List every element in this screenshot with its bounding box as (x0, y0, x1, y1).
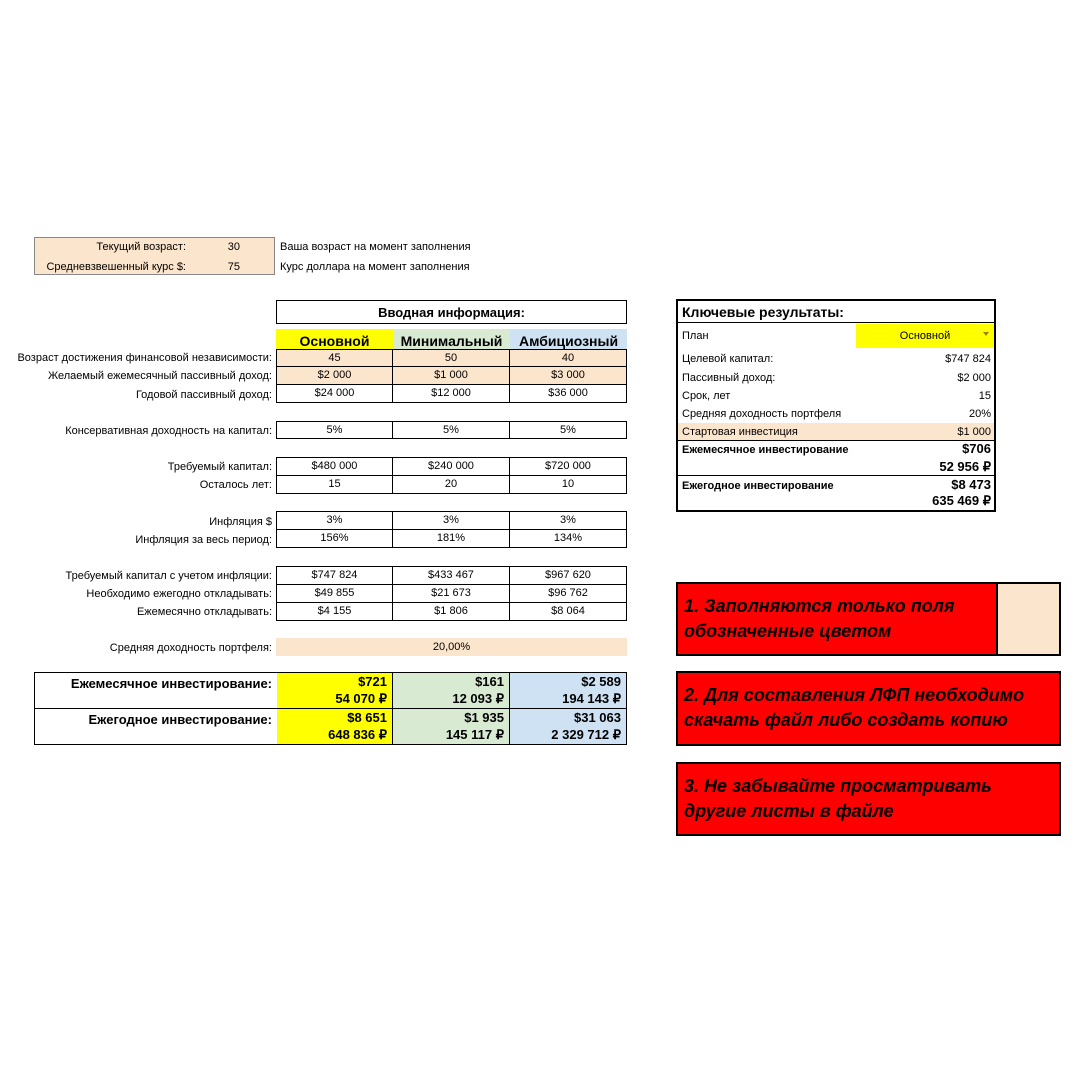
monthly-usd-main: $721 (358, 674, 387, 689)
note-1-text: 1. Заполняются только поля обозначенные цветом (684, 596, 955, 641)
row-label-required-capital: Требуемый капитал: (167, 461, 272, 473)
cell-years-left-main: 15 (276, 475, 393, 494)
cell-fi-age-min[interactable]: 50 (392, 349, 510, 367)
cell-required-capital-min: $240 000 (392, 457, 510, 476)
cell-inflation-min[interactable]: 3% (392, 511, 510, 530)
cell-yearly-passive-main: $24 000 (276, 384, 393, 403)
row-label-yearly-passive: Годовой пассивный доход: (135, 389, 272, 401)
kr-monthly-label: Ежемесячное инвестирование (682, 444, 849, 456)
age-label: Текущий возраст: (96, 241, 186, 253)
note-2-text: 2. Для составления ЛФП необходимо скачать файл либо создать копию (684, 685, 1025, 730)
column-header-main: Основной (276, 329, 393, 349)
plan-select-value: Основной (899, 329, 951, 342)
cell-conservative-amb[interactable]: 5% (509, 421, 627, 439)
kr-value-target-capital: $747 824 (945, 353, 991, 365)
cell-monthly-save-min: $1 806 (392, 602, 510, 621)
cell-fi-age-main[interactable]: 45 (276, 349, 393, 367)
yearly-rub-main: 648 836 ₽ (328, 727, 387, 742)
avg-return-label: Средняя доходность портфеля: (109, 642, 272, 654)
kr-label-start-investment: Стартовая инвестиция (682, 426, 798, 438)
cell-capital-inflation-main: $747 824 (276, 566, 393, 585)
kr-value-term: 15 (978, 390, 991, 402)
cell-yearly-passive-amb: $36 000 (509, 384, 627, 403)
yearly-rub-min: 145 117 ₽ (445, 727, 504, 742)
cell-conservative-main[interactable]: 5% (276, 421, 393, 439)
rate-value[interactable]: 75 (227, 261, 240, 273)
cell-yearly-passive-min: $12 000 (392, 384, 510, 403)
note-1 (676, 582, 998, 656)
plan-select[interactable] (856, 324, 994, 348)
cell-inflation-amb[interactable]: 3% (509, 511, 627, 530)
kr-label-avg-return: Средняя доходность портфеля (682, 408, 842, 420)
monthly-rub-main: 54 070 ₽ (335, 691, 387, 706)
yearly-usd-min: $1 935 (464, 710, 504, 725)
row-label-monthly-passive: Желаемый ежемесячный пассивный доход: (47, 370, 272, 382)
cell-inflation-period-min: 181% (392, 529, 510, 548)
kr-value-start-investment[interactable]: $1 000 (957, 426, 991, 438)
input-table-title: Вводная информация: (276, 300, 627, 324)
row-label-yearly-save: Необходимо ежегодно откладывать: (86, 588, 272, 600)
chevron-down-icon (983, 332, 989, 336)
cell-yearly-save-amb: $96 762 (509, 584, 627, 603)
monthly-rub-min: 12 093 ₽ (452, 691, 504, 706)
yearly-investment-label: Ежегодное инвестирование: (88, 712, 272, 727)
row-label-fi-age: Возраст достижения финансовой независимости: (17, 352, 272, 364)
cell-monthly-save-amb: $8 064 (509, 602, 627, 621)
row-label-inflation-period: Инфляция за весь период: (135, 534, 272, 546)
cell-yearly-save-main: $49 855 (276, 584, 393, 603)
cell-conservative-min[interactable]: 5% (392, 421, 510, 439)
kr-divider-1 (678, 440, 994, 441)
cell-capital-inflation-amb: $967 620 (509, 566, 627, 585)
kr-label-target-capital: Целевой капитал: (682, 353, 774, 365)
row-label-years-left: Осталось лет: (199, 479, 272, 491)
yearly-usd-amb: $31 063 (574, 710, 621, 725)
cell-monthly-save-main: $4 155 (276, 602, 393, 621)
cell-inflation-period-main: 156% (276, 529, 393, 548)
kr-label-term: Срок, лет (682, 390, 731, 402)
monthly-rub-amb: 194 143 ₽ (562, 691, 621, 706)
row-label-conservative-return: Консервативная доходность на капитал: (65, 425, 272, 437)
plan-label: План (682, 330, 709, 342)
kr-yearly-usd: $8 473 (951, 477, 991, 492)
kr-yearly-rub: 635 469 ₽ (932, 493, 991, 508)
monthly-usd-amb: $2 589 (581, 674, 621, 689)
row-label-monthly-save: Ежемесячно откладывать: (136, 606, 272, 618)
cell-required-capital-main: $480 000 (276, 457, 393, 476)
cell-inflation-period-amb: 134% (509, 529, 627, 548)
monthly-investment-label: Ежемесячное инвестирование: (70, 676, 272, 691)
age-value[interactable]: 30 (227, 241, 240, 253)
cell-fi-age-amb[interactable]: 40 (509, 349, 627, 367)
cell-monthly-passive-min[interactable]: $1 000 (392, 366, 510, 385)
cell-inflation-main[interactable]: 3% (276, 511, 393, 530)
cell-years-left-min: 20 (392, 475, 510, 494)
kr-monthly-usd: $706 (962, 441, 991, 456)
yearly-usd-main: $8 651 (347, 710, 387, 725)
yearly-rub-amb: 2 329 712 ₽ (551, 727, 621, 742)
cell-capital-inflation-min: $433 467 (392, 566, 510, 585)
age-note: Ваша возраст на момент заполнения (280, 241, 471, 253)
note-3-text: 3. Не забывайте просматривать другие листы в файле (684, 776, 992, 821)
note-3 (676, 762, 1061, 836)
kr-monthly-rub: 52 956 ₽ (939, 459, 991, 474)
row-label-inflation: Инфляция $ (209, 516, 272, 528)
cell-years-left-amb: 10 (509, 475, 627, 494)
note-2 (676, 671, 1061, 746)
cell-monthly-passive-main[interactable]: $2 000 (276, 366, 393, 385)
cell-required-capital-amb: $720 000 (509, 457, 627, 476)
kr-divider-2 (678, 475, 994, 476)
rate-note: Курс доллара на момент заполнения (280, 261, 470, 273)
rate-label: Средневзвешенный курс $: (46, 261, 186, 273)
key-results-title-divider (678, 322, 994, 323)
kr-value-avg-return: 20% (968, 408, 991, 420)
kr-yearly-label: Ежегодное инвестирование (682, 480, 834, 492)
color-swatch (996, 582, 1061, 656)
kr-value-passive-income: $2 000 (957, 372, 991, 384)
monthly-usd-min: $161 (475, 674, 504, 689)
row-label-capital-inflation: Требуемый капитал с учетом инфляции: (65, 570, 272, 582)
key-results-title: Ключевые результаты: (682, 304, 844, 320)
cell-yearly-save-min: $21 673 (392, 584, 510, 603)
cell-monthly-passive-amb[interactable]: $3 000 (509, 366, 627, 385)
avg-return-value[interactable]: 20,00% (276, 638, 627, 656)
column-header-ambitious: Амбициозный (510, 329, 627, 349)
kr-label-passive-income: Пассивный доход: (682, 372, 776, 384)
column-header-min: Минимальный (393, 329, 510, 349)
